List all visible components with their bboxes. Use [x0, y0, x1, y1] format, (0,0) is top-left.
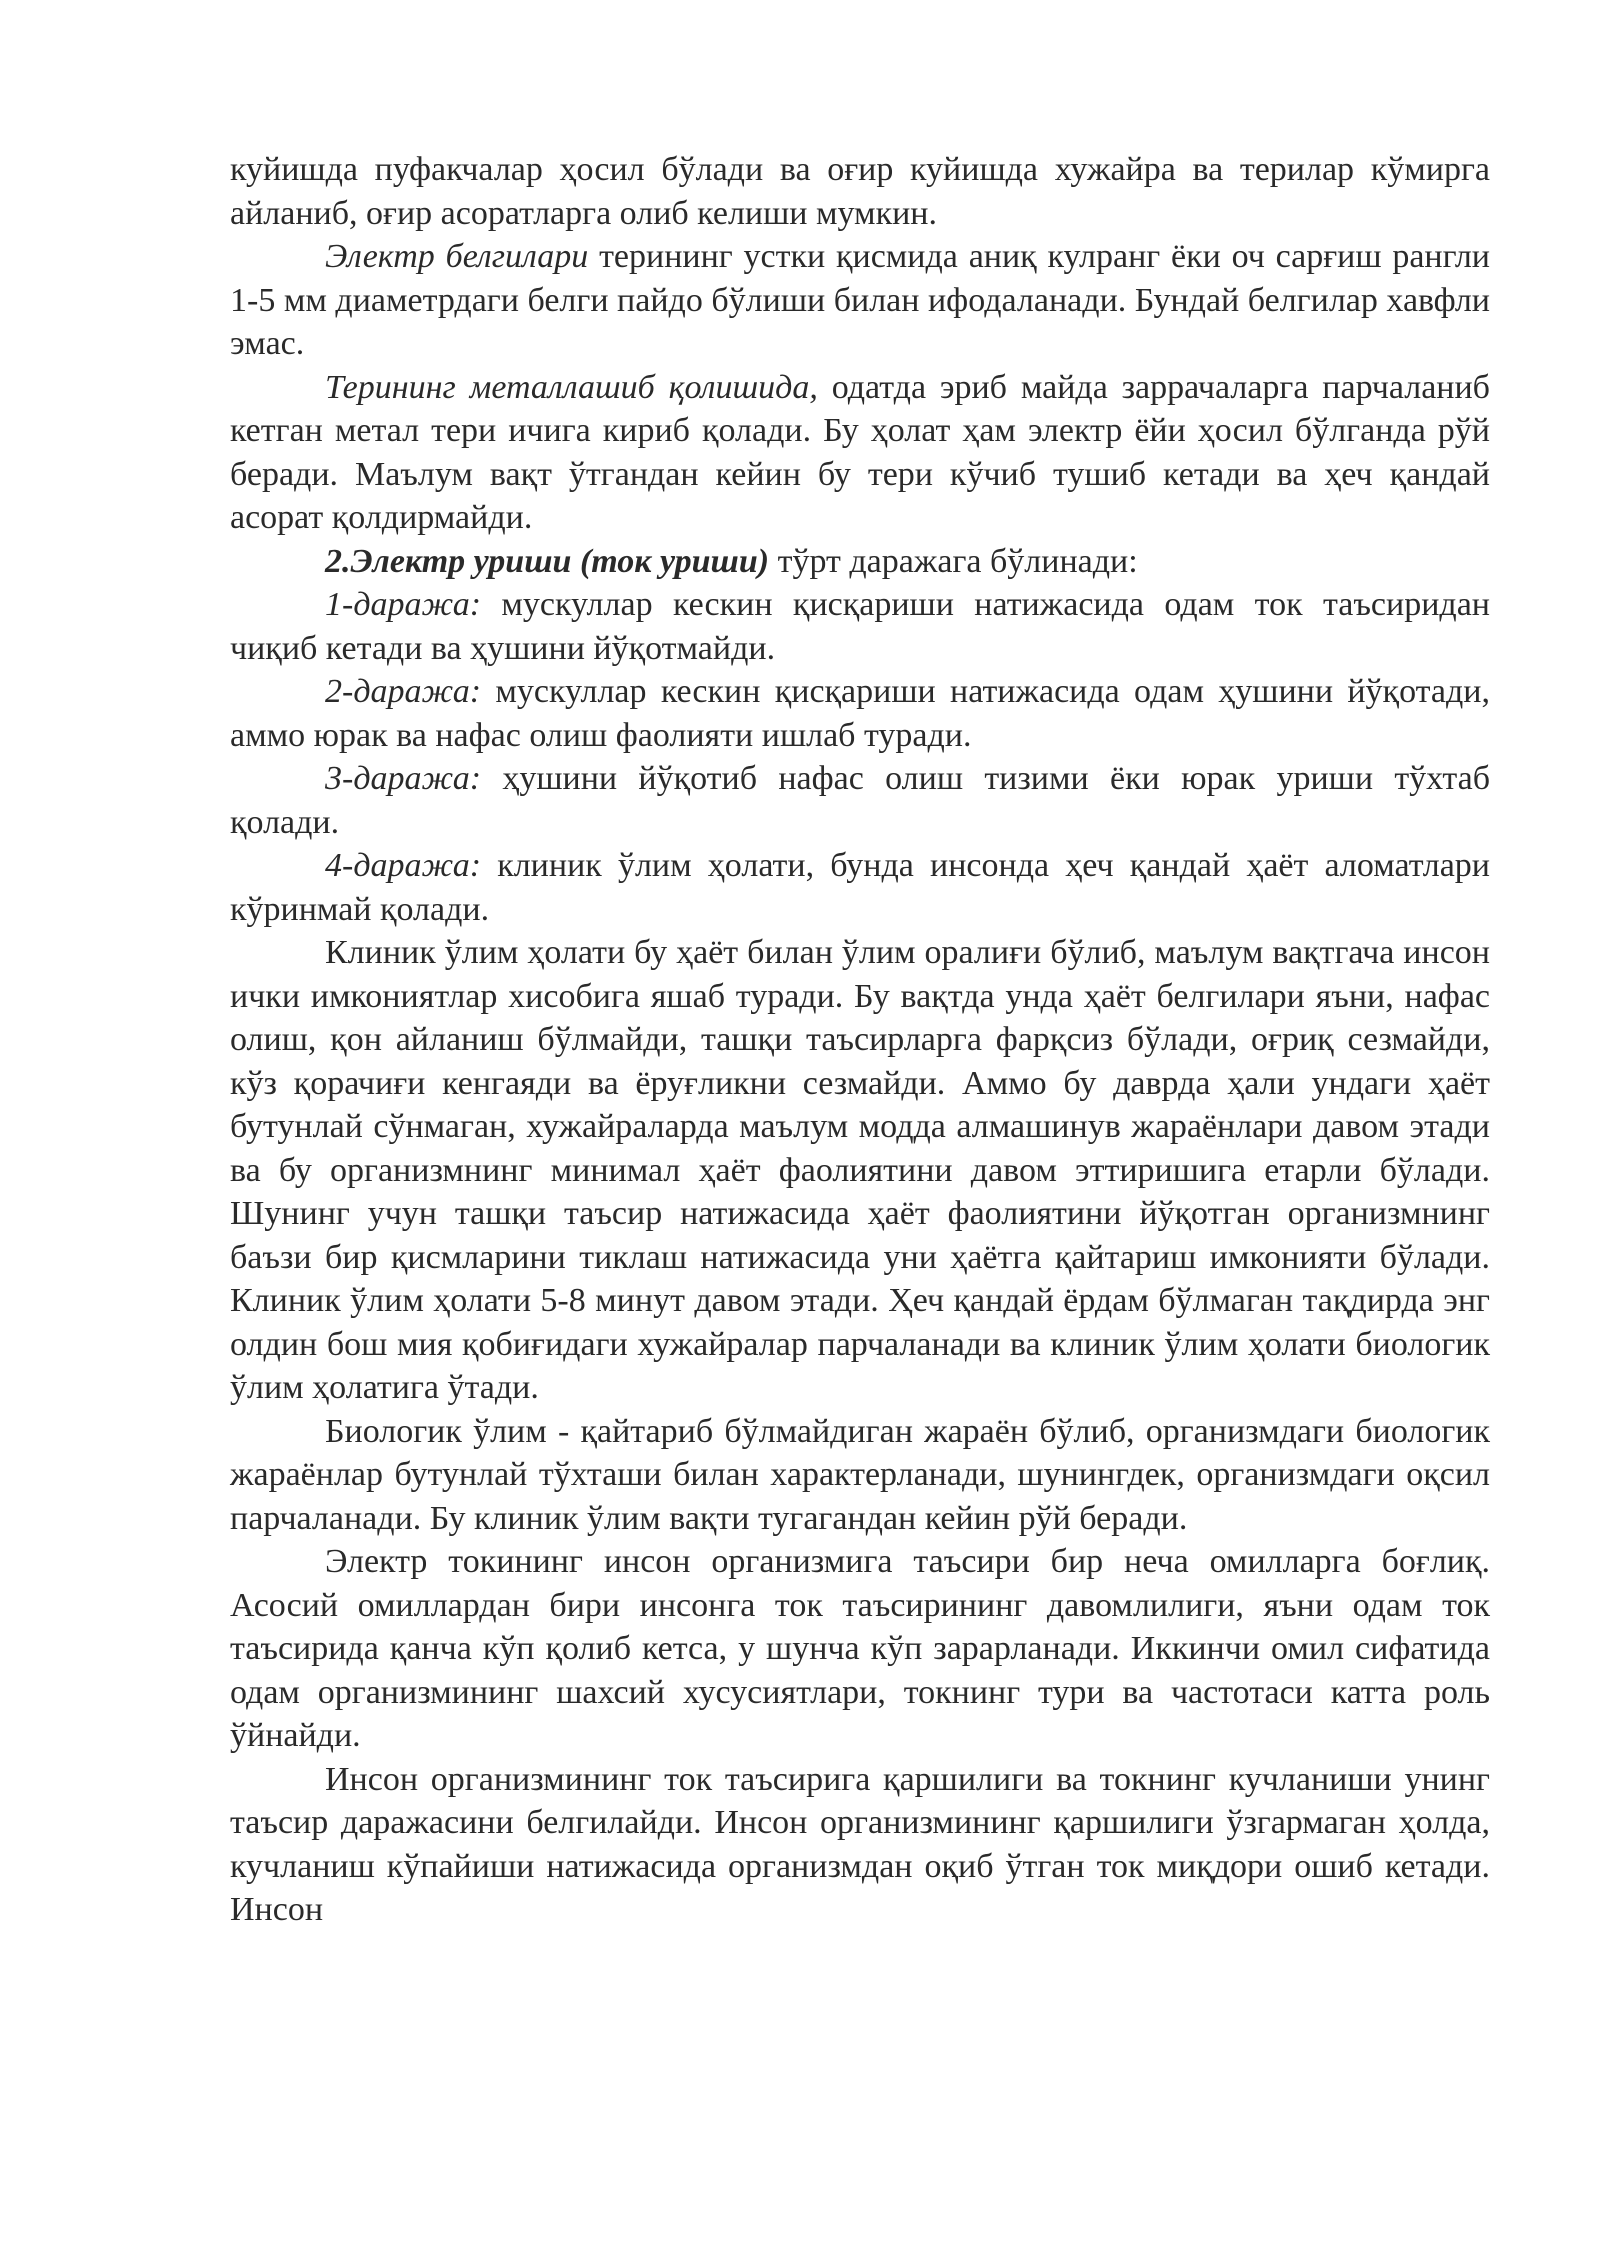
paragraph-text: терининг устки қисмида аниқ кулранг ёки оч сарғиш рангли 1-5 мм диаметрдаги белги пайдо бўлиши билан ифодаланади. Бундай белгилар хавфли эмас. [230, 238, 1490, 362]
degree-label-1: 1-даража: [325, 586, 482, 623]
paragraph-electric-shock-heading [230, 540, 1490, 584]
paragraph-biological-death [230, 1410, 1490, 1541]
degree-label-4: 4-даража: [325, 847, 482, 884]
document-page [230, 148, 1490, 1932]
paragraph-degree-4 [230, 844, 1490, 931]
paragraph-text: тўрт даражага бўлинади: [769, 542, 1138, 580]
paragraph-body-resistance [230, 1758, 1490, 1932]
paragraph-electric-marks [230, 235, 1490, 366]
paragraph-skin-metallization [230, 366, 1490, 540]
paragraph-degree-2 [230, 670, 1490, 757]
degree-label-2: 2-даража: [325, 673, 482, 710]
term-skin-metallization: Терининг металлашиб қолишида, [325, 368, 818, 406]
paragraph-text: мускуллар кескин қисқариши натижасида одам ток таъсиридан чиқиб кетади ва ҳушини йўқотмайди. [230, 586, 1490, 667]
section-heading-electric-shock: 2.Электр уриши (ток уриши) [325, 542, 770, 580]
paragraph-current-factors [230, 1540, 1490, 1758]
paragraph-text: Биологик ўлим - қайтариб бўлмайдиган жараён бўлиб, организмдаги биологик жараёнлар бутунлай тўхташи билан характерланади, шунингдек, организмдаги оқсил парчаланади. Бу клиник ўлим вақти тугагандан кейин рўй беради. [230, 1412, 1490, 1537]
paragraph-text: одатда эриб майда заррачаларга парчаланиб кетган метал тери ичига кириб қолади. Бу ҳолат ҳам электр ёйи ҳосил бўлганда рўй беради. Маълум вақт ўтгандан кейин бу тери кўчиб тушиб кетади ва ҳеч қандай асорат қолдирмайди. [230, 368, 1490, 536]
term-electric-marks: Электр белгилари [325, 238, 589, 275]
paragraph-text: Электр токининг инсон организмига таъсири бир неча омилларга боғлиқ. Асосий омиллардан бири инсонга ток таъсирининг давомлилиги, яъни одам ток таъсирида қанча кўп қолиб кетса, у шунча кўп зарарланади. Иккинчи омил сифатида одам организмининг шахсий хусусиятлари, токнинг тури ва частотаси катта роль ўйнайди. [230, 1543, 1490, 1754]
paragraph-text: Клиник ўлим ҳолати бу ҳаёт билан ўлим оралиғи бўлиб, маълум вақтгача инсон ички имкониятлар хисобига яшаб туради. Бу вақтда унда ҳаёт белгилари яъни, нафас олиш, қон айланиш бўлмайди, ташқи таъсирларга фарқсиз бўлади, оғриқ сезмайди, кўз қорачиғи кенгаяди ва ёруғликни сезмайди. Аммо бу даврда ҳали ундаги ҳаёт бутунлай сўнмаган, хужайраларда маълум модда алмашинув жараёнлари давом этади ва бу организмнинг минимал ҳаёт фаолиятини давом эттиришига етарли бўлади. Шунинг учун ташқи таъсир натижасида ҳаёт фаолиятини йўқотган организмнинг баъзи бир қисмларини тиклаш натижасида уни ҳаётга қайтариш имконияти бўлади. Клиник ўлим ҳолати 5-8 минут давом этади. Ҳеч қандай ёрдам бўлмаган тақдирда энг олдин бош мия қобиғидаги хужайралар парчаланади ва клиник ўлим ҳолати биологик ўлим ҳолатига ўтади. [230, 934, 1490, 1406]
paragraph-burn-blisters [230, 148, 1490, 235]
paragraph-text: Инсон организмининг ток таъсирига қаршилиги ва токнинг кучланиши унинг таъсир даражасини белгилайди. Инсон организмининг қаршилиги ўзгармаган ҳолда, кучланиш кўпайиши натижасида организмдан оқиб ўтган ток миқдори ошиб кетади. Инсон [230, 1760, 1490, 1928]
degree-label-3: 3-даража: [325, 760, 482, 797]
paragraph-clinical-death [230, 931, 1490, 1410]
paragraph-degree-3 [230, 757, 1490, 844]
paragraph-text: мускуллар кескин қисқариши натижасида одам ҳушини йўқотади, аммо юрак ва нафас олиш фаолияти ишлаб туради. [230, 673, 1490, 754]
paragraph-text: клиник ўлим ҳолати, бунда инсонда ҳеч қандай ҳаёт аломатлари кўринмай қолади. [230, 847, 1490, 928]
paragraph-text: ҳушини йўқотиб нафас олиш тизими ёки юрак уриши тўхтаб қолади. [230, 760, 1490, 841]
paragraph-degree-1 [230, 583, 1490, 670]
paragraph-text: куйишда пуфакчалар ҳосил бўлади ва оғир куйишда хужайра ва терилар кўмирга айланиб, оғир асоратларга олиб келиши мумкин. [230, 151, 1490, 232]
